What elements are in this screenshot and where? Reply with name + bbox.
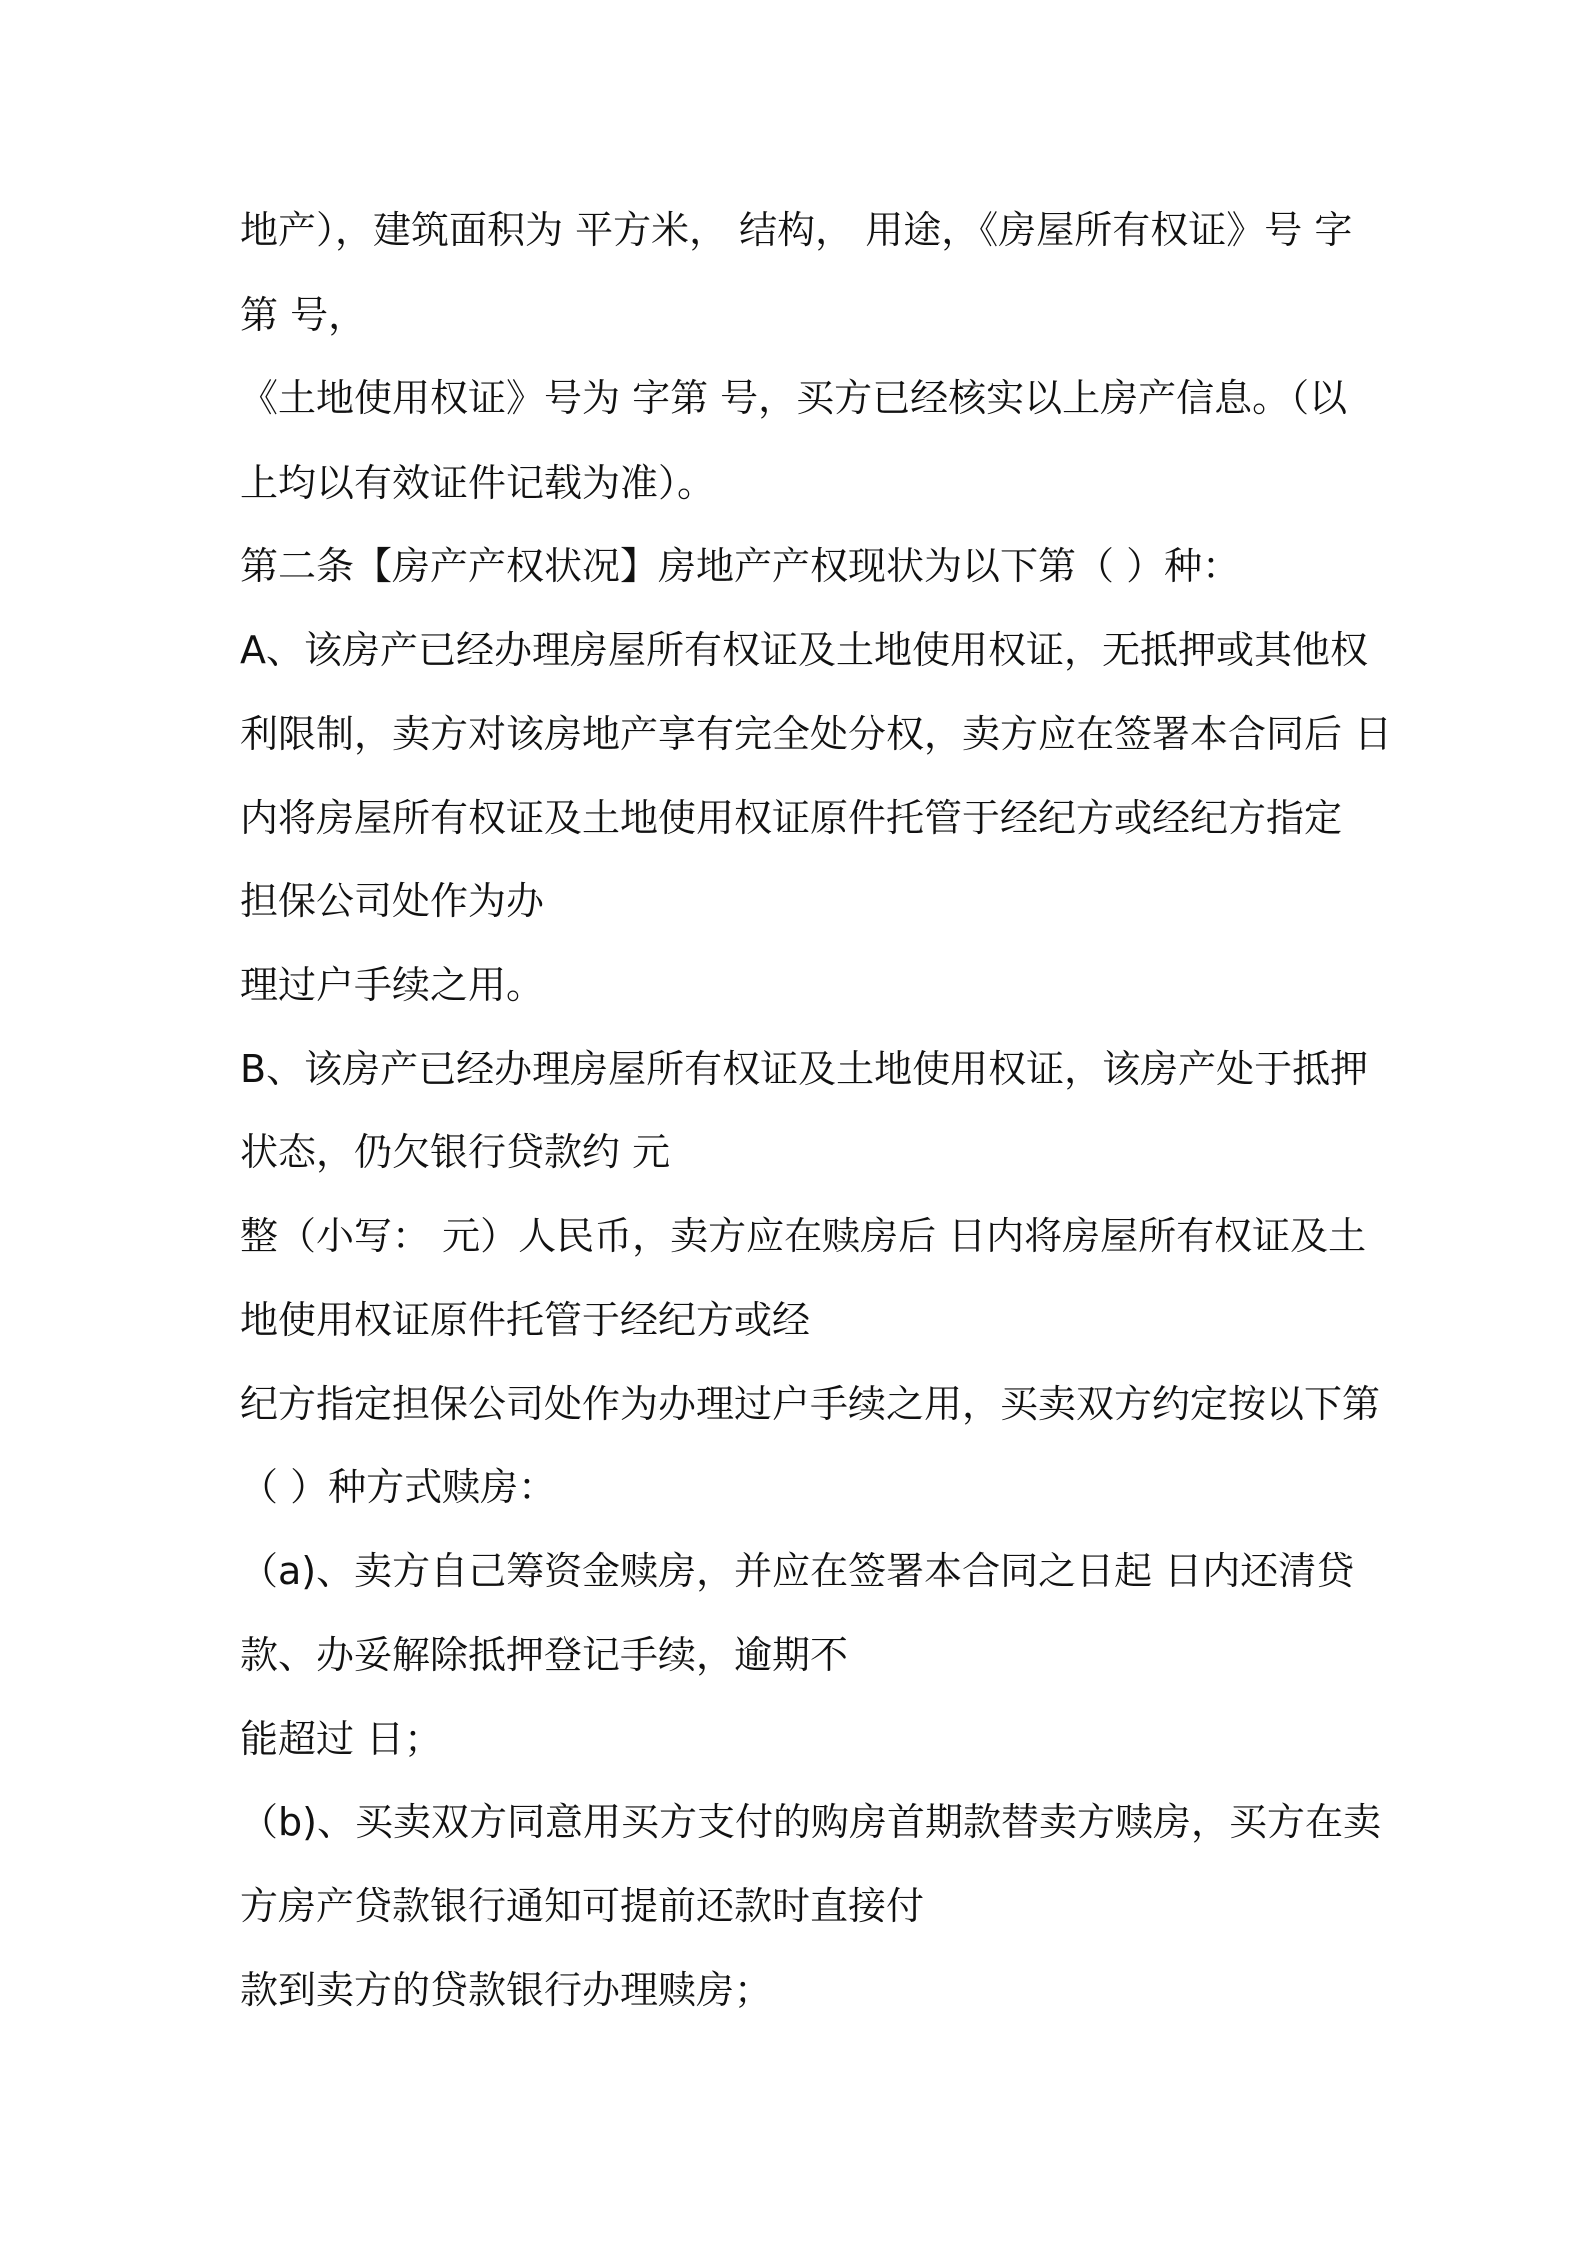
text-line: 担保公司处作为办 (240, 879, 545, 923)
text-line: （a)、卖方自己筹资金赎房，并应在签署本合同之日起 日内还清贷 (240, 1549, 1355, 1593)
text-line: 款到卖方的贷款银行办理赎房； (240, 1968, 773, 2012)
text-line: 利限制，卖方对该房地产享有完全处分权，卖方应在签署本合同后 日 (240, 712, 1393, 756)
text-line: （b)、买卖双方同意用买方支付的购房首期款替卖方赎房，买方在卖 (240, 1800, 1381, 1844)
text-line: 状态，仍欠银行贷款约 元 (240, 1130, 671, 1174)
text-line: 《土地使用权证》号为 字第 号，买方已经核实以上房产信息。（以 (240, 376, 1348, 420)
text-line: 内将房屋所有权证及土地使用权证原件托管于经纪方或经纪方指定 (240, 796, 1343, 840)
section-heading: 第二条【房产产权状况】房地产产权现状为以下第（ ）种： (240, 544, 1241, 588)
text-line: 能超过 日； (240, 1717, 443, 1761)
text-line: （ ）种方式赎房： (240, 1465, 557, 1509)
text-line: B、该房产已经办理房屋所有权证及土地使用权证，该房产处于抵押 (240, 1047, 1369, 1091)
text-line: 方房产贷款银行通知可提前还款时直接付 (240, 1884, 925, 1928)
text-line: 第 号， (240, 293, 367, 337)
text-line: 地使用权证原件托管于经纪方或经 (240, 1298, 811, 1342)
text-line: 理过户手续之用。 (240, 963, 545, 1007)
text-line: 地产），建筑面积为 平方米， 结构， 用途，《房屋所有权证》号 字 (240, 208, 1353, 252)
text-line: 纪方指定担保公司处作为办理过户手续之用，买卖双方约定按以下第 (240, 1382, 1381, 1426)
text-line: A、该房产已经办理房屋所有权证及土地使用权证，无抵押或其他权 (240, 628, 1368, 672)
text-line: 款、办妥解除抵押登记手续，逾期不 (240, 1633, 849, 1677)
text-line: 整（小写： 元）人民币，卖方应在赎房后 日内将房屋所有权证及土 (240, 1214, 1367, 1258)
text-line: 上均以有效证件记载为准）。 (240, 461, 716, 505)
